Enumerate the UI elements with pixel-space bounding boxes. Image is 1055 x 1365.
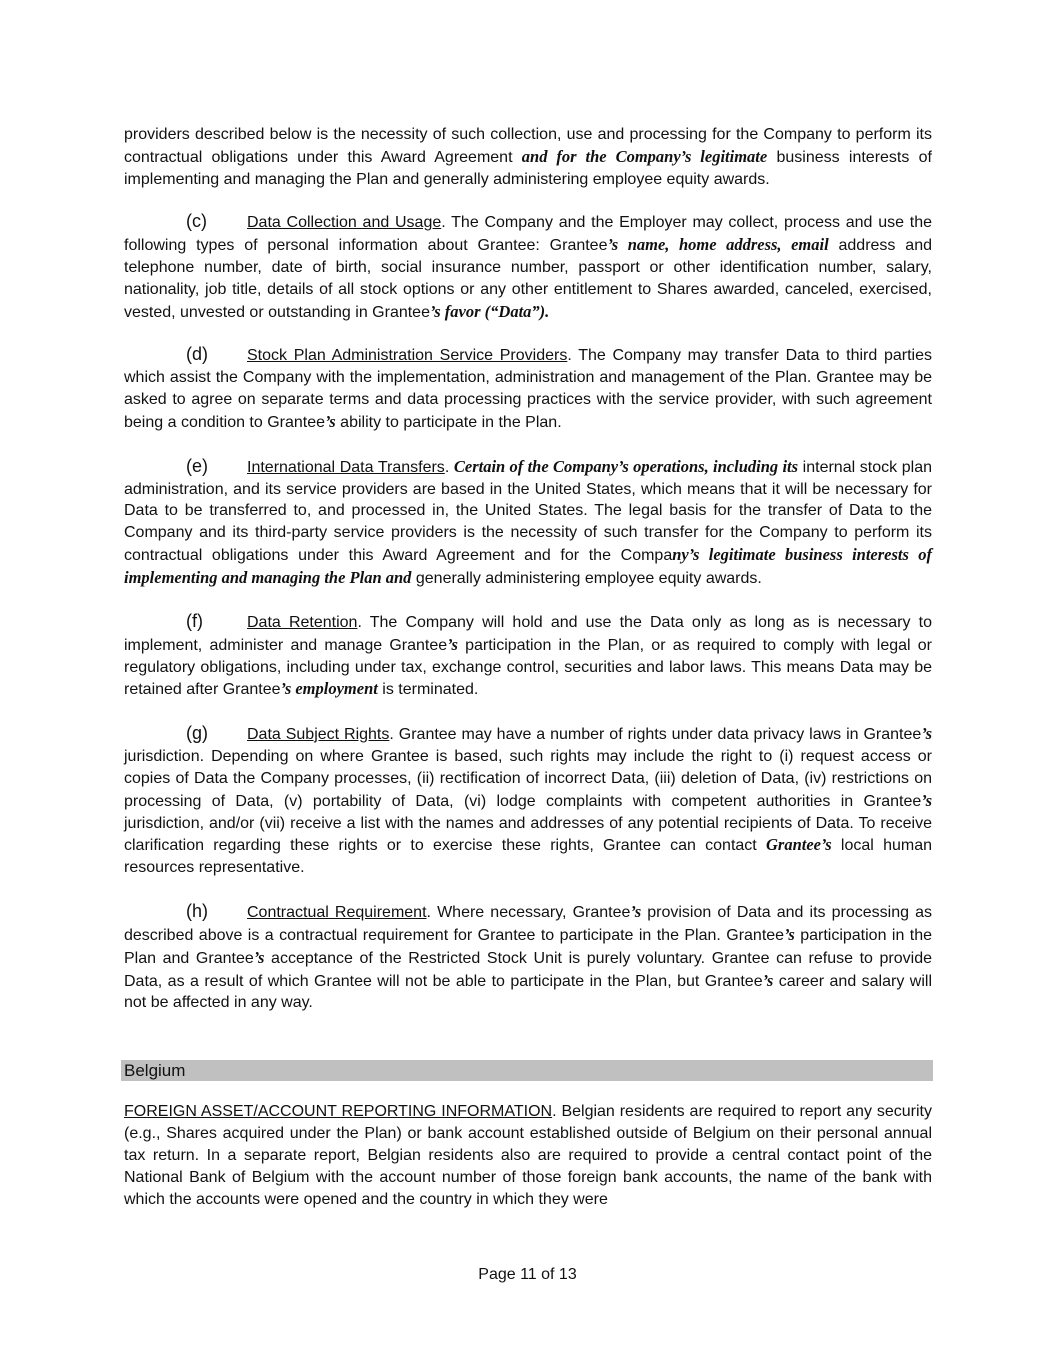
section-f-heading: Data Retention: [247, 613, 358, 631]
section-d-label: (d): [186, 344, 208, 365]
page-footer: Page 11 of 13: [478, 1266, 577, 1283]
section-c-label: (c): [186, 211, 207, 232]
section-e-heading: International Data Transfers: [247, 458, 445, 476]
section-g-paragraph: (g) Data Subject Rights. Grantee may have a number of rights under data privacy laws in Grantee’s jurisdiction. Depending on where Grantee is based, such rights may include the right to (i) request access or copies of Data the Company processes, (ii) rectification of incorrect Data, (iii) deletion of Data, (iv) restrictions on processing of Data, (v) portability of Data, (vi) lodge complaints with competent authorities in Grantee’s jurisdiction, and/or (vii) receive a list with the names and addresses of any potential recipients of Data. To receive clarification regarding these rights or to exercise these rights, Grantee can contact Grantee’s local human resources representative.: [124, 722, 933, 877]
section-c-heading: Data Collection and Usage: [247, 214, 442, 232]
section-c-paragraph: (c) Data Collection and Usage. The Company and the Employer may collect, process and use the following types of personal information about Grantee: Grantee’s name, home address, email address and telephone number, date of birth, social insurance number, passport or other identification number, salary, nationality, job title, details of all stock options or any other entitlement to Shares awarded, canceled, exercised, vested, unvested or outstanding in Grantee’s favor (“Data”).: [124, 211, 932, 321]
section-d-paragraph: (d) Stock Plan Administration Service Providers. The Company may transfer Data to third parties which assist the Company with the implementation, administration and management of the Plan. Grantee may be asked to agree on separate terms and data processing practices with the service provider, with such agreement being a condition to Grantee’s ability to participate in the Plan.: [124, 344, 932, 432]
section-d-heading: Stock Plan Administration Service Providers: [247, 347, 568, 365]
section-h-label: (h): [186, 900, 208, 921]
document-page: [124, 124, 932, 1211]
section-e-label: (e): [186, 455, 208, 476]
country-heading-bar: [121, 1060, 933, 1081]
intro-paragraph: providers described below is the necessity of such collection, use and processing for the Company to perform its contractual obligations under this Award Agreement and for the Company’s legitimate business interests of implementing and managing the Plan and generally administering employee equity awards.: [124, 126, 932, 188]
country-heading: Belgium: [124, 1061, 186, 1081]
section-h-paragraph: (h) Contractual Requirement. Where necessary, Grantee’s provision of Data and its processing as described above is a contractual requirement for Grantee to participate in the Plan. Grantee’s participation in the Plan and Grantee’s acceptance of the Restricted Stock Unit is purely voluntary. Grantee can refuse to provide Data, as a result of which Grantee will not be able to participate in the Plan, but Grantee’s career and salary will not be affected in any way.: [124, 900, 933, 1012]
section-f-label: (f): [186, 610, 203, 631]
section-g-heading: Data Subject Rights: [247, 725, 390, 743]
belgium-paragraph: FOREIGN ASSET/ACCOUNT REPORTING INFORMATION. Belgian residents are required to report any security (e.g., Shares acquired under the Plan) or bank account established outside of Belgium on their personal annual tax return. In a separate report, Belgian residents also are required to provide a central contact point of the National Bank of Belgium with the account number of those foreign bank accounts, the name of the bank with which the accounts were opened and the country in which they were: [124, 1103, 932, 1208]
section-e-paragraph: (e) International Data Transfers. Certain of the Company’s operations, including its internal stock plan administration, and its service providers are based in the United States, which means that it will be necessary for Data to be transferred to, and processed in, the United States. The legal basis for the transfer of Data to the Company and its third-party service providers is the necessity of such transfer for the Company to perform its contractual obligations under this Award Agreement and for the Company’s legitimate business interests of implementing and managing the Plan and generally administering employee equity awards.: [124, 455, 933, 588]
section-h-heading: Contractual Requirement: [247, 903, 427, 921]
section-f-paragraph: (f) Data Retention. The Company will hold and use the Data only as long as is necessary to implement, administer and manage Grantee’s participation in the Plan, or as required to comply with legal or regulatory obligations, including under tax, exchange control, securities and labor laws. This means Data may be retained after Grantee’s employment is terminated.: [124, 610, 932, 699]
section-g-label: (g): [186, 722, 208, 743]
belgium-heading: FOREIGN ASSET/ACCOUNT REPORTING INFORMATION: [124, 1103, 553, 1121]
